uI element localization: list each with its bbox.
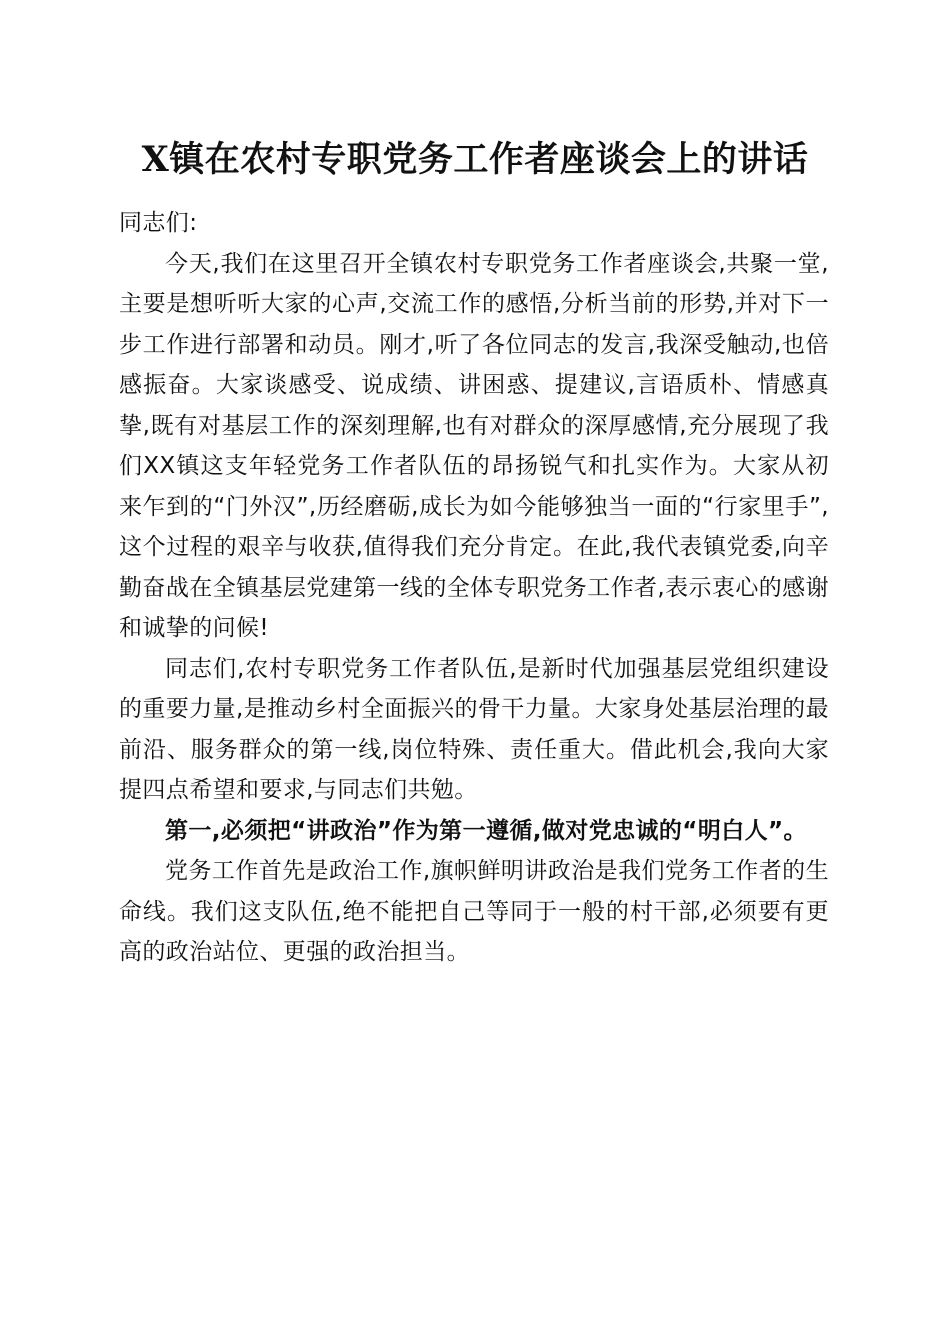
document-title: X镇在农村专职党务工作者座谈会上的讲话 [141,139,809,180]
paragraph-political-work: 党务工作首先是政治工作,旗帜鲜明讲政治是我们党务工作者的生命线。我们这支队伍,绝不能把自己等同于一般的村干部,必须要有更高的政治站位、更强的政治担当。 [119,858,829,965]
section-heading-first: 第一,必须把“讲政治”作为第一遵循,做对党忠诚的“明白人”。 [165,817,807,844]
salutation: 同志们: [119,210,198,236]
paragraph-intro-requirements: 同志们,农村专职党务工作者队伍,是新时代加强基层党组织建设的重要力量,是推动乡村全面振兴的骨干力量。大家身处基层治理的最前沿、服务群众的第一线,岗位特殊、责任重大。借此机会,我向大家提四点希望和要求,与同志们共勉。 [119,655,829,803]
document-body [119,203,829,973]
paragraph-opening: 今天,我们在这里召开全镇农村专职党务工作者座谈会,共聚一堂,主要是想听听大家的心声,交流工作的感悟,分析当前的形势,并对下一步工作进行部署和动员。刚才,听了各位同志的发言,我深受触动,也倍感振奋。大家谈感受、说成绩、讲困惑、提建议,言语质朴、情感真挚,既有对基层工作的深刻理解,也有对群众的深厚感情,充分展现了我们XX镇这支年轻党务工作者队伍的昂扬锐气和扎实作为。大家从初来乍到的“门外汉”,历经磨砺,成长为如今能够独当一面的“行家里手”,这个过程的艰辛与收获,值得我们充分肯定。在此,我代表镇党委,向辛勤奋战在全镇基层党建第一线的全体专职党务工作者,表示衷心的感谢和诚挚的问候! [119,250,829,641]
